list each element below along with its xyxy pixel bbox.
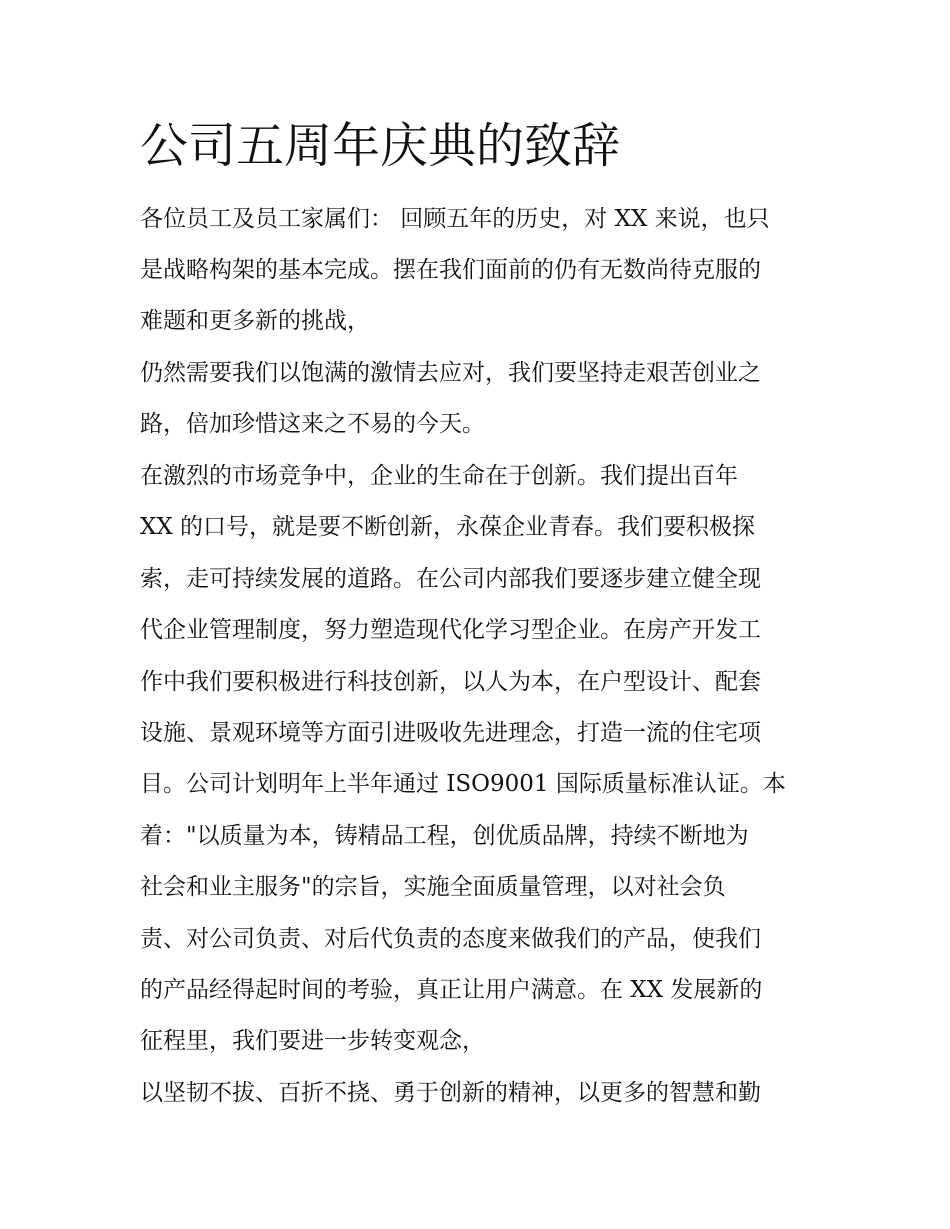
body-line-12: 目。公司计划明年上半年通过 ISO9001 国际质量标准认证。本 <box>140 771 786 797</box>
body-line-9: 代企业管理制度，努力塑造现代化学习型企业。在房产开发工 <box>140 617 761 643</box>
body-line-8: 索，走可持续发展的道路。在公司内部我们要逐步建立健全现 <box>140 566 761 592</box>
page-title: 公司五周年庆典的致辞 <box>140 118 621 174</box>
body-line-6: 在激烈的市场竞争中，企业的生命在于创新。我们提出百年 <box>140 463 738 489</box>
body-line-1: 各位员工及员工家属们： 回顾五年的历史，对 XX 来说，也只 <box>140 206 770 232</box>
body-line-17: 征程里，我们要进一步转变观念， <box>140 1028 485 1054</box>
body-line-18: 以坚韧不拔、百折不挠、勇于创新的精神，以更多的智慧和勤 <box>140 1080 761 1106</box>
body-line-5: 路，倍加珍惜这来之不易的今天。 <box>140 411 485 437</box>
body-line-3: 难题和更多新的挑战， <box>140 308 370 334</box>
body-line-11: 设施、景观环境等方面引进吸收先进理念，打造一流的住宅项 <box>140 720 761 746</box>
body-line-15: 责、对公司负责、对后代负责的态度来做我们的产品，使我们 <box>140 926 761 952</box>
body-line-13: 着："以质量为本，铸精品工程，创优质品牌，持续不断地为 <box>140 823 749 849</box>
body-line-7: XX 的口号，就是要不断创新，永葆企业青春。我们要积极探 <box>140 514 756 540</box>
body-line-14: 社会和业主服务"的宗旨，实施全面质量管理，以对社会负 <box>140 874 726 900</box>
body-line-2: 是战略构架的基本完成。摆在我们面前的仍有无数尚待克服的 <box>140 257 761 283</box>
body-line-10: 作中我们要积极进行科技创新，以人为本，在户型设计、配套 <box>140 669 761 695</box>
body-line-16: 的产品经得起时间的考验，真正让用户满意。在 XX 发展新的 <box>140 977 763 1003</box>
body-line-4: 仍然需要我们以饱满的激情去应对，我们要坚持走艰苦创业之 <box>140 360 761 386</box>
